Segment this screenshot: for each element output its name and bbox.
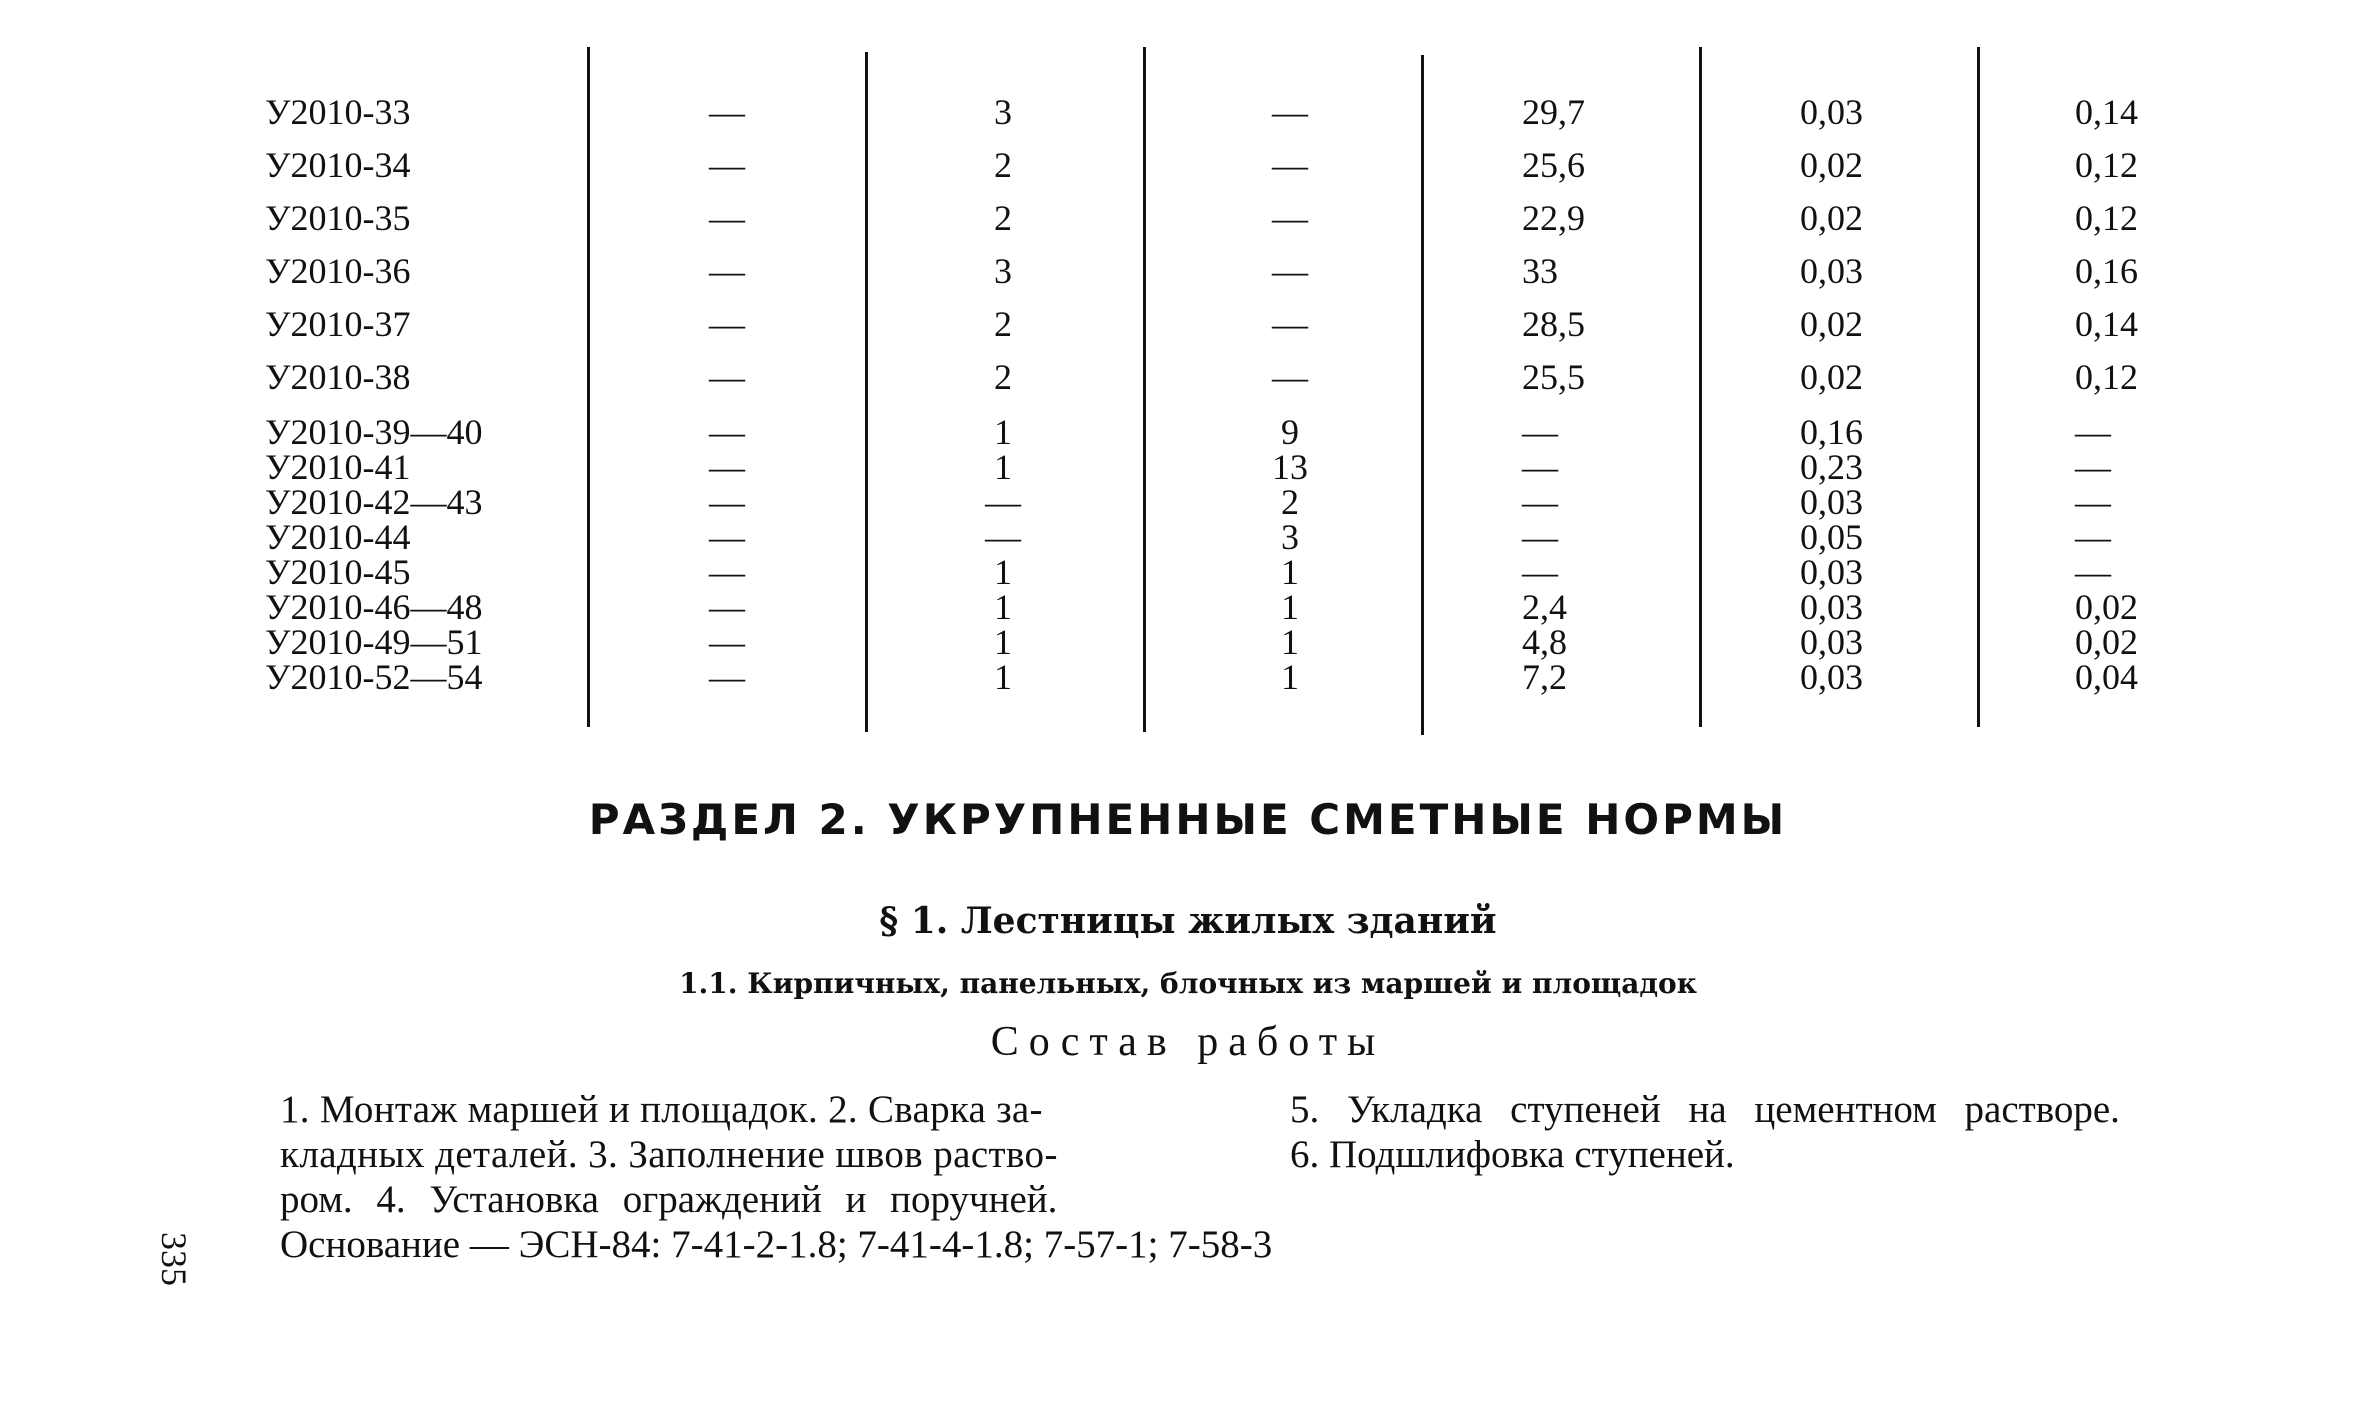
cell-col-1: — xyxy=(709,198,745,238)
cell-col-3: 1 xyxy=(1281,587,1299,627)
cell-col-3: 9 xyxy=(1281,412,1299,452)
cell-col-1: — xyxy=(709,92,745,132)
cell-col-1: — xyxy=(709,145,745,185)
cell-col-1: — xyxy=(709,412,745,452)
composition-heading: Состав работы xyxy=(990,1019,1386,1065)
cell-col-1: — xyxy=(709,357,745,397)
cell-col-4: 25,6 xyxy=(1522,145,1585,185)
cell-col-5: 0,02 xyxy=(1800,145,1863,185)
page-number: 335 xyxy=(154,1232,194,1286)
cell-col-2: 3 xyxy=(994,251,1012,291)
cell-col-5: 0,03 xyxy=(1800,552,1863,592)
composition-left-line: ром. 4. Установка ограждений и поручней. xyxy=(280,1178,1058,1221)
cell-col-6: 0,04 xyxy=(2075,657,2138,697)
table-column-divider xyxy=(865,52,868,732)
cell-col-4: — xyxy=(1522,517,1558,557)
cell-col-4: 28,5 xyxy=(1522,304,1585,344)
cell-col-3: — xyxy=(1272,198,1308,238)
cell-col-4: 4,8 xyxy=(1522,622,1567,662)
cell-col-5: 0,02 xyxy=(1800,357,1863,397)
row-code: У2010-44 xyxy=(265,517,411,557)
cell-col-6: — xyxy=(2075,517,2111,557)
cell-col-1: — xyxy=(709,304,745,344)
composition-left-line: 1. Монтаж маршей и площадок. 2. Сварка за- xyxy=(280,1088,1043,1131)
cell-col-6: — xyxy=(2075,552,2111,592)
cell-col-3: — xyxy=(1272,92,1308,132)
cell-col-3: 3 xyxy=(1281,517,1299,557)
cell-col-6: 0,02 xyxy=(2075,587,2138,627)
composition-left-line: кладных деталей. 3. Заполнение швов раство- xyxy=(280,1133,1058,1176)
row-code: У2010-37 xyxy=(265,304,411,344)
cell-col-5: 0,16 xyxy=(1800,412,1863,452)
cell-col-1: — xyxy=(709,251,745,291)
cell-col-3: 13 xyxy=(1272,447,1308,487)
cell-col-2: 2 xyxy=(994,357,1012,397)
cell-col-6: 0,12 xyxy=(2075,145,2138,185)
cell-col-5: 0,23 xyxy=(1800,447,1863,487)
cell-col-4: 22,9 xyxy=(1522,198,1585,238)
cell-col-3: 2 xyxy=(1281,482,1299,522)
cell-col-5: 0,03 xyxy=(1800,587,1863,627)
cell-col-3: 1 xyxy=(1281,622,1299,662)
cell-col-4: — xyxy=(1522,447,1558,487)
cell-col-2: 1 xyxy=(994,447,1012,487)
cell-col-4: — xyxy=(1522,482,1558,522)
cell-col-5: 0,02 xyxy=(1800,304,1863,344)
table-column-divider xyxy=(587,47,590,727)
cell-col-6: 0,02 xyxy=(2075,622,2138,662)
cell-col-1: — xyxy=(709,657,745,697)
cell-col-2: 3 xyxy=(994,92,1012,132)
row-code: У2010-45 xyxy=(265,552,411,592)
cell-col-6: 0,14 xyxy=(2075,304,2138,344)
row-code: У2010-33 xyxy=(265,92,411,132)
cell-col-4: 7,2 xyxy=(1522,657,1567,697)
row-code: У2010-39—40 xyxy=(265,412,483,452)
cell-col-4: — xyxy=(1522,552,1558,592)
cell-col-1: — xyxy=(709,622,745,662)
basis-line: Основание — ЭСН-84: 7-41-2-1.8; 7-41-4-1.8; 7-57-1; 7-58-3 xyxy=(280,1223,1273,1266)
cell-col-6: 0,12 xyxy=(2075,198,2138,238)
cell-col-3: — xyxy=(1272,251,1308,291)
table-column-divider xyxy=(1699,47,1702,727)
cell-col-2: 1 xyxy=(994,622,1012,662)
cell-col-1: — xyxy=(709,517,745,557)
row-code: У2010-38 xyxy=(265,357,411,397)
cell-col-2: 1 xyxy=(994,587,1012,627)
cell-col-2: — xyxy=(985,482,1021,522)
cell-col-6: — xyxy=(2075,482,2111,522)
row-code: У2010-35 xyxy=(265,198,411,238)
cell-col-3: — xyxy=(1272,304,1308,344)
table-column-divider xyxy=(1977,47,1980,727)
cell-col-3: 1 xyxy=(1281,552,1299,592)
cell-col-5: 0,03 xyxy=(1800,622,1863,662)
cell-col-3: — xyxy=(1272,357,1308,397)
cell-col-3: 1 xyxy=(1281,657,1299,697)
cell-col-2: 1 xyxy=(994,657,1012,697)
composition-right-line: 5. Укладка ступеней на цементном растворе. xyxy=(1290,1088,2120,1131)
cell-col-1: — xyxy=(709,482,745,522)
row-code: У2010-41 xyxy=(265,447,411,487)
cell-col-2: 2 xyxy=(994,198,1012,238)
cell-col-5: 0,03 xyxy=(1800,92,1863,132)
cell-col-6: 0,14 xyxy=(2075,92,2138,132)
cell-col-2: 2 xyxy=(994,145,1012,185)
cell-col-4: 2,4 xyxy=(1522,587,1567,627)
cell-col-4: 25,5 xyxy=(1522,357,1585,397)
cell-col-1: — xyxy=(709,447,745,487)
cell-col-5: 0,03 xyxy=(1800,657,1863,697)
cell-col-4: 29,7 xyxy=(1522,92,1585,132)
paragraph-title: § 1. Лестницы жилых зданий xyxy=(879,900,1497,942)
section-title: РАЗДЕЛ 2. УКРУПНЕННЫЕ СМЕТНЫЕ НОРМЫ xyxy=(588,795,1788,844)
row-code: У2010-52—54 xyxy=(265,657,483,697)
cell-col-6: — xyxy=(2075,447,2111,487)
composition-right-line: 6. Подшлифовка ступеней. xyxy=(1290,1133,1735,1176)
cell-col-3: — xyxy=(1272,145,1308,185)
cell-col-5: 0,03 xyxy=(1800,482,1863,522)
row-code: У2010-46—48 xyxy=(265,587,483,627)
cell-col-6: 0,16 xyxy=(2075,251,2138,291)
cell-col-6: 0,12 xyxy=(2075,357,2138,397)
table-column-divider xyxy=(1143,47,1146,732)
cell-col-6: — xyxy=(2075,412,2111,452)
cell-col-4: — xyxy=(1522,412,1558,452)
table-column-divider xyxy=(1421,55,1424,735)
cell-col-5: 0,02 xyxy=(1800,198,1863,238)
row-code: У2010-42—43 xyxy=(265,482,483,522)
row-code: У2010-34 xyxy=(265,145,411,185)
cell-col-1: — xyxy=(709,587,745,627)
cell-col-2: 1 xyxy=(994,412,1012,452)
cell-col-2: 1 xyxy=(994,552,1012,592)
cell-col-5: 0,05 xyxy=(1800,517,1863,557)
cell-col-4: 33 xyxy=(1522,251,1558,291)
row-code: У2010-36 xyxy=(265,251,411,291)
subsection-title: 1.1. Кирпичных, панельных, блочных из маршей и площадок xyxy=(679,967,1697,1000)
cell-col-2: 2 xyxy=(994,304,1012,344)
cell-col-1: — xyxy=(709,552,745,592)
cell-col-5: 0,03 xyxy=(1800,251,1863,291)
row-code: У2010-49—51 xyxy=(265,622,483,662)
cell-col-2: — xyxy=(985,517,1021,557)
